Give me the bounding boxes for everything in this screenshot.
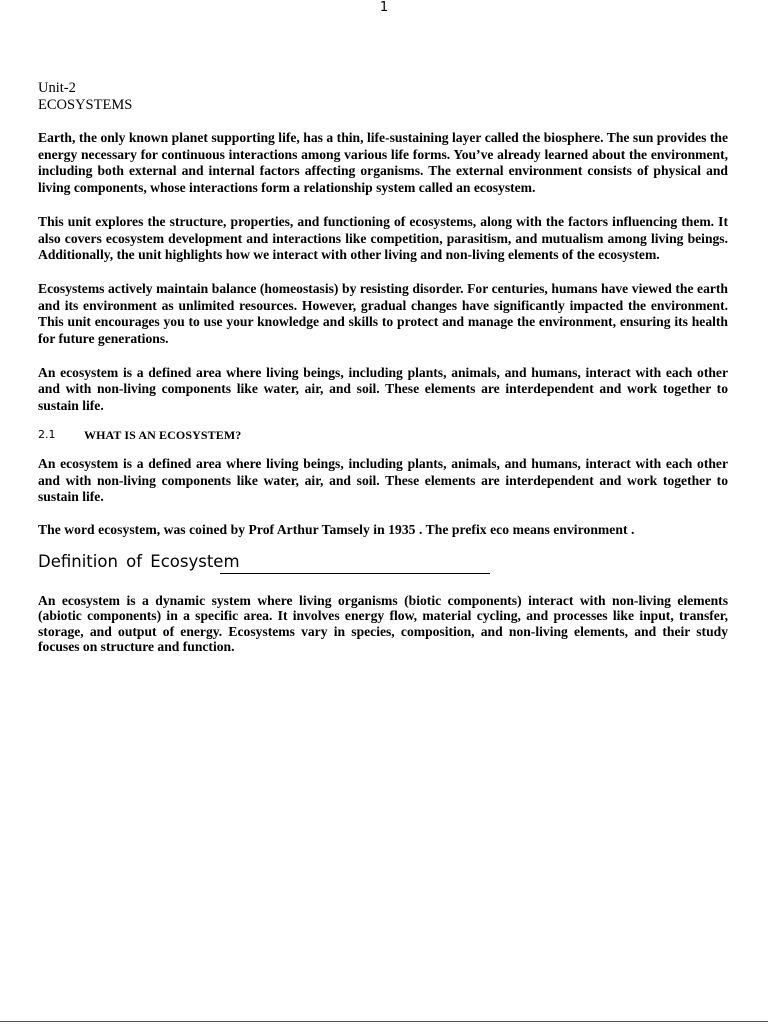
section-paragraph: An ecosystem is a defined area where living beings, including plants, animals, and humans, interact with each other and with non-living components like water, air, and soil. These elements are interdependent and work together to sustain life. [38,455,728,505]
section-title: WHAT IS AN ECOSYSTEM? [84,427,242,442]
unit-title: ECOSYSTEMS [38,97,133,113]
definition-paragraph: An ecosystem is a dynamic system where living organisms (biotic components) interact with non-living elements (abiotic components) in a specific area. It involves energy flow, material cycling, and processes like input, transfer, storage, and output of energy. Ecosystems vary in species, composition, and non-living elements, and their study focuses on structure and function. [38,592,728,655]
section-heading [38,428,728,442]
document-body [38,80,728,655]
definition-underline [220,573,490,574]
word-origin-paragraph: The word ecosystem, was coined by Prof Arthur Tamsely in 1935 . The prefix eco means environment . [38,521,635,537]
intro-paragraph-3: Ecosystems actively maintain balance (homeostasis) by resisting disorder. For centuries, humans have viewed the earth and its environment as unlimited resources. However, gradual changes have significantly impacted the environment. This unit encourages you to use your knowledge and skills to protect and manage the environment, ensuring its health for future generations. [38,280,728,347]
page-number: 1 [379,0,389,15]
section-number: 2.1 [38,427,56,441]
definition-heading-text: Definition of Ecosystem [38,551,240,571]
definition-heading [38,552,728,572]
intro-paragraph-2: This unit explores the structure, properties, and functioning of ecosystems, along with the factors influencing them. It also covers ecosystem development and interactions like competition, parasitism, and mutualism among living beings. Additionally, the unit highlights how we interact with other living and non-living elements of the ecosystem. [38,213,728,263]
unit-label: Unit-2 [38,80,76,96]
intro-paragraph-1: Earth, the only known planet supporting life, has a thin, life-sustaining layer called the biosphere. The sun provides the energy necessary for continuous interactions among various life forms. You’ve already learned about the environment, including both external and internal factors affecting organisms. The external environment consists of physical and living components, whose interactions form a relationship system called an ecosystem. [38,130,728,196]
page-bottom-divider [0,1021,768,1022]
intro-paragraph-4: An ecosystem is a defined area where living beings, including plants, animals, and humans, interact with each other and with non-living components like water, air, and soil. These elements are interdependent and work together to sustain life. [38,364,728,414]
